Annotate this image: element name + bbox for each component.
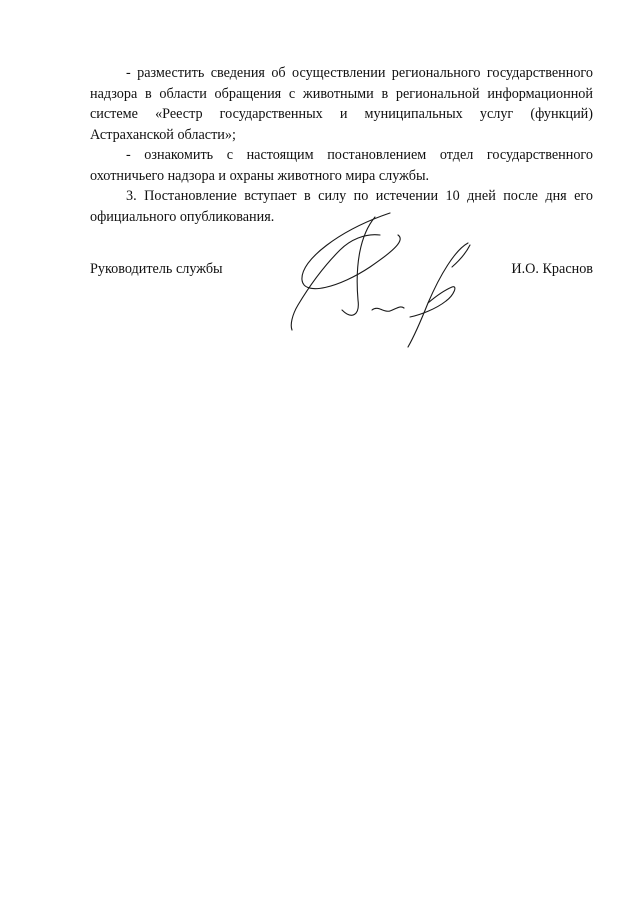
- paragraph-publish-info: - разместить сведения об осуществлении регионального государственного надзора в области обращения с животными в региональной информационной системе «Реестр государственных и муниципальных услуг (функций) Астраханской области»;: [90, 65, 593, 143]
- signatory-name: И.О. Краснов: [511, 261, 593, 277]
- paragraph-familiarize: - ознакомить с настоящим постановлением отдел государственного охотничьего надзора и охраны животного мира службы.: [90, 147, 593, 184]
- signature-block: [90, 258, 593, 280]
- signatory-position: Руководитель службы: [90, 261, 223, 277]
- handwritten-signature: [280, 205, 480, 355]
- paragraph-effective-date: 3. Постановление вступает в силу по истечении 10 дней после дня его официального опубликования.: [90, 188, 593, 225]
- document-body: [90, 63, 593, 227]
